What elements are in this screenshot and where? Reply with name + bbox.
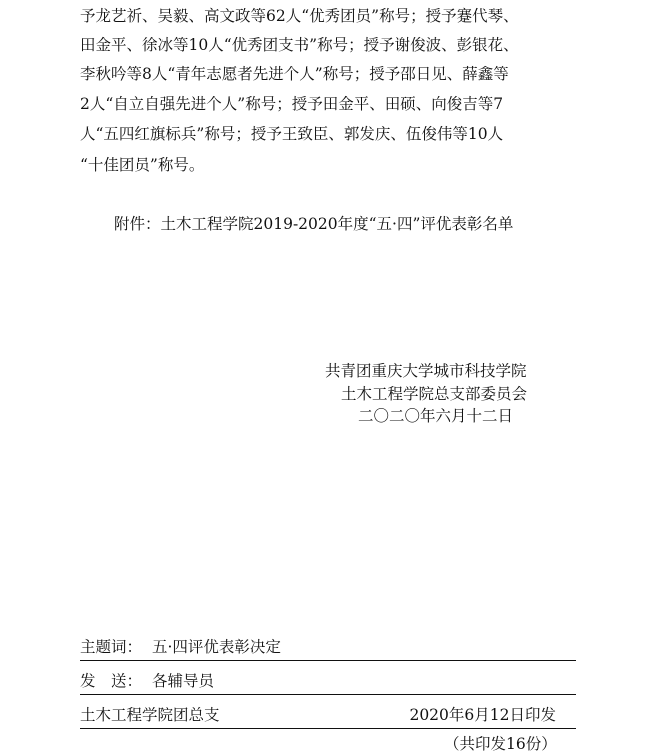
body-line-1: 予龙艺祈、吴毅、高文政等62人“优秀团员”称号；授予蹇代琴、 bbox=[80, 7, 519, 25]
body-line-5: 人“五四红旗标兵”称号；授予王致臣、郭发庆、伍俊伟等10人 bbox=[80, 125, 504, 143]
body-line-6: “十佳团员”称号。 bbox=[80, 156, 205, 174]
signature-org-2: 土木工程学院总支部委员会 bbox=[341, 385, 528, 403]
signature-org-1: 共青团重庆大学城市科技学院 bbox=[325, 362, 527, 380]
body-line-4: 2人“自立自强先进个人”称号；授予田金平、田硕、向俊吉等7 bbox=[80, 95, 504, 113]
body-line-3: 李秋吟等8人“青年志愿者先进个人”称号；授予邵日见、薛鑫等 bbox=[80, 65, 509, 83]
signature-date: 二〇二〇年六月十二日 bbox=[358, 407, 514, 425]
issuer: 土木工程学院团总支 bbox=[80, 706, 220, 724]
send-label: 发 送： bbox=[80, 672, 143, 690]
attachment-note: 附件：土木工程学院2019-2020年度“五·四”评优表彰名单 bbox=[114, 215, 514, 233]
subject-value: 五·四评优表彰决定 bbox=[152, 638, 281, 656]
issue-date: 2020年6月12日印发 bbox=[409, 706, 556, 724]
copies-note: （共印发16份） bbox=[444, 735, 557, 753]
body-line-2: 田金平、徐冰等10人“优秀团支书”称号；授予谢俊波、彭银花、 bbox=[80, 36, 519, 54]
send-row bbox=[80, 670, 576, 695]
issuer-row bbox=[80, 704, 576, 729]
subject-label: 主题词： bbox=[80, 638, 143, 656]
send-value: 各辅导员 bbox=[152, 672, 215, 690]
subject-row bbox=[80, 636, 576, 661]
